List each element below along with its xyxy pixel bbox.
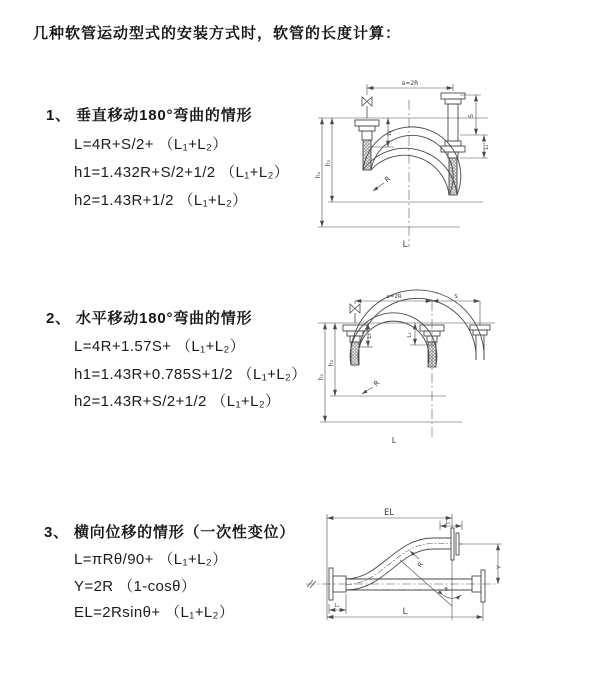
dim-label-s: S [454, 294, 458, 300]
left-pipe-fitting [355, 120, 379, 170]
hose-s-curve-displaced [346, 538, 451, 590]
section-3-formula-EL: EL=2Rsinθ+ （L₁+L₂） [74, 604, 235, 621]
section-3-formula-Y: Y=2R （1-cosθ） [74, 578, 197, 595]
radius-label: R [415, 560, 425, 570]
dim-label-l1-bottom: L₁ [334, 603, 340, 609]
dim-label-s: S [468, 114, 475, 118]
dim-label-h1: h₁ [315, 171, 322, 179]
dim-label-h2: h₂ [325, 159, 332, 167]
dim-label-l1-mid: L₁ [407, 332, 413, 338]
diagram-horizontal-movement [310, 280, 600, 465]
page-title: 几种软管运动型式的安装方式时，软管的长度计算： [33, 25, 402, 42]
length-label: L [391, 436, 397, 445]
section-1-formula-h2: h2=1.43R+1/2 （L₁+L₂） [74, 192, 248, 209]
dim-label-l1-left: L₁ [387, 130, 393, 136]
section-1-heading: 1、 垂直移动180°弯曲的情形 [46, 107, 253, 124]
diagram-lateral-displacement [300, 500, 600, 655]
theta-radius-line [400, 560, 452, 606]
hose-u-bend [363, 127, 461, 195]
middle-pipe-fitting [420, 325, 444, 367]
theta-label: θ [444, 587, 448, 593]
section-2-formula-L: L=4R+1.57S+ （L₁+L₂） [74, 338, 246, 355]
section-1-formula-L: L=4R+S/2+ （L₁+L₂） [74, 136, 228, 153]
dim-label-l1-left: L₁ [367, 333, 373, 339]
valve-icon [362, 97, 372, 118]
length-label: L [402, 607, 408, 617]
dim-label-h2: h₂ [328, 359, 335, 367]
left-pipe-fitting [343, 325, 367, 365]
dim-label-h1: h₁ [318, 373, 325, 381]
section-2-formula-h1: h1=1.43R+0.785S+1/2 （L₁+L₂） [74, 366, 307, 383]
radius-label: R [383, 174, 393, 185]
dimension-lines [327, 514, 502, 621]
dim-label-l1-top: L₁ [445, 520, 451, 526]
dim-label-a2r: a=2R [386, 294, 402, 300]
radius-label: R [372, 378, 382, 389]
length-label: L [402, 240, 408, 250]
dimension-lines [320, 301, 480, 422]
section-3-formula-L: L=πRθ/90+ （L₁+L₂） [74, 551, 228, 568]
diagram-vertical-movement [310, 75, 600, 260]
right-lower-flange [472, 570, 485, 602]
dim-label-el: EL [383, 508, 395, 518]
section-2-heading: 2、 水平移动180°弯曲的情形 [46, 310, 253, 327]
dim-label-a2r: a=2R [401, 80, 419, 87]
dim-label-y: Y [496, 565, 503, 569]
dim-label-l1-right: L₁ [484, 144, 490, 150]
straight-pipe-initial-position [346, 579, 472, 590]
valve-icon [350, 304, 360, 323]
section-3-heading: 3、 横向位移的情形（一次性变位） [44, 524, 296, 541]
right-pipe-fitting-moved [470, 325, 490, 360]
section-1-formula-h1: h1=1.432R+S/2+1/2 （L₁+L₂） [74, 164, 290, 181]
section-2-formula-h2: h2=1.43R+S/2+1/2 （L₁+L₂） [74, 393, 281, 410]
